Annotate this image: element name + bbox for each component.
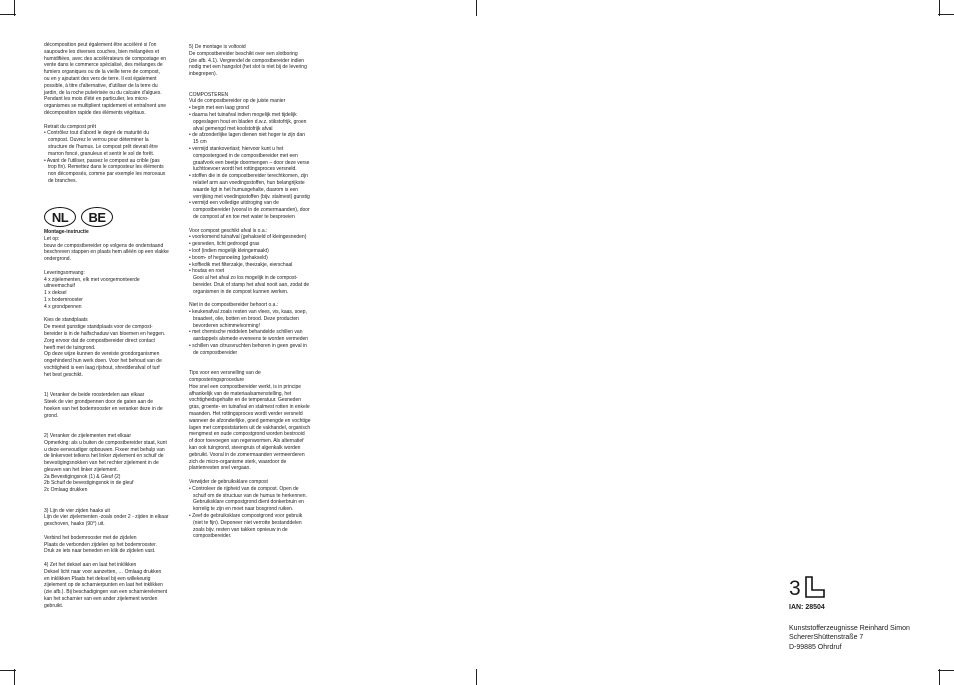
heading-let-op: Let op:: [44, 235, 60, 242]
column-dutch-assembly: [44, 229, 184, 616]
suitable-bullet: • koffiedik met filterzakje, theezakje, eierschaal: [189, 261, 293, 268]
heading-leveringsomvang: Leveringsomvang:: [44, 269, 85, 276]
compost-bullet: • vermijd stankoverlast; hiervoor kunt u het compostergoed in de compostbereider met een graafvork een beetje doormengen – door deze verse luchttoevoer wordt het rottingsproces versneld.: [189, 145, 310, 173]
crop-mark: [0, 14, 16, 15]
remove-bullet: • Controleer de rijpheid van de compost. Open de schuif om de structuur van de humus te herkennen. Gebruiksklare compostgrond dient donkerbruin en korrelig te zijn en moet naar bosgrond ruiken.: [189, 485, 307, 513]
crop-mark: [938, 14, 954, 15]
language-badge-be: BE: [81, 207, 113, 227]
suitable-bullet: • boom- of hegsnoeiing (gehakseld): [189, 254, 268, 261]
heading-geschikt-afval: Voor compost geschikt afval is o.a.:: [189, 227, 268, 234]
compost-bullet: • daarna het tuinafval indien mogelijk met tijdelijk opgeslagen hout en bladen d.w.z. stikstofrijk, groen afval gemengd met koolstofrijk afval: [189, 111, 307, 132]
heading-composteren: COMPOSTEREN: [189, 91, 229, 98]
heading-verwijder-compost: Verwijder de gebruiksklare compost: [189, 479, 268, 485]
suitable-bullet: • gesneden, licht gedroogd gras: [189, 241, 260, 248]
paragraph-fr-decomposition: décomposition peut également être accéléré si l'on saupoudre les diverses couches, bien mélangées et humidifiées, avec des accélérateurs de compostage en vente dans le commerce spécialisé, des mélanges de fumiers organiques ou de la vieille terre de compost, ou en y ajoutant des vers de terre. Il est également possible, à titre d'alternative, d'utiliser de la terre du jardin, de la roche pulvérisée ou du calcaire d'algues. Pendant les mois d'été en particulier, les micro- organismes se multiplient rapidement et entraînent une décomposition rapide des éléments végétaux.: [44, 42, 167, 116]
manufacturer-address: Kunststofferzeugnisse Reinhard Simon SchererShüttenstraße 7 D-99885 Ohrdruf: [789, 625, 910, 651]
column-dutch-composting: [189, 44, 329, 540]
heading-niet-geschikt: Niet in de compostbereider behoort o.a.:: [189, 302, 279, 309]
bullet-fr-2: • Avant de l'utiliser, passez le compost au crible (pas trop fin). Remettez dans le composteur les éléments non décomposés, comme par exemple les morceaux de branches.: [44, 157, 166, 184]
heading-fr-retrait: Retrait du compost prêt: [44, 123, 96, 130]
language-badge-nl: NL: [44, 207, 76, 227]
language-badges: [44, 207, 113, 227]
remove-bullet: • Zeef de gebruiksklare compostgrond voor gebruik (niet te fijn). Deponeer niet verrotte bestanddelen zoals bijv. resten van takken opnieuw in de compostbereider.: [189, 512, 303, 540]
crop-mark: [476, 0, 477, 16]
page-number: 3: [789, 577, 801, 600]
suitable-bullet: • loof (indien mogelijk kleingemaakt): [189, 247, 269, 254]
compost-intro: Vul de compostbereider op de juiste manier: [189, 98, 286, 105]
lidl-l-logo-icon: [804, 576, 826, 598]
crop-mark: [938, 670, 954, 671]
compost-bullet: • vermijd een volledige uitdroging van de compostbereider (vooral in de zomermaanden), door de compost af en toe met water te besproeien: [189, 200, 310, 220]
compost-bullet: • begin met een laag grond: [189, 105, 249, 112]
suitable-bullet: • houtas en roet Gooi al het afval zo los mogelijk in de compost- bereider. Druk of stamp het afval nooit aan, zodat de organismen in de compost kunnen werken.: [189, 268, 310, 295]
crop-mark: [476, 669, 477, 685]
compost-bullet: • stoffen die in de compostbereider terechtkomen, zijn relatief arm aan voedingsstoffen, hun belangrijkste waarde ligt in het humusgehalte, daarom is een verrijking met voedingsstoffen (bijv. stalmest) gunstig: [189, 173, 310, 200]
not-suitable-bullet: • keukenafval zoals resten van vlees, vis, kaas, soep, braadvet, olie, botten en brood. Deze producten bevorderen schimmelvorming!: [189, 309, 307, 329]
compost-bullet: • de afzonderlijke lagen dienen niet hoger te zijn dan 15 cm: [189, 132, 305, 146]
paragraph-standplaats: De meest gunstige standplaats voor de compost- bereider is in de halfschaduw van bloemen en heggen. Zorg ervoor dat de compostbereider direct contact heeft met de tuingrond. Op deze wijze kunnen de vereiste grondorganismen ongehinderd hun werk doen. Voor het behoud van de vochtigheid is een laag rijshout, shredderafval of turf het best geschikt.: [44, 324, 166, 378]
suitable-bullet: • voorkomend tuinafval (gehakseld of kleingesneden): [189, 234, 307, 241]
column-french: [44, 42, 184, 185]
step-5: 5) De montage is voltooid De compostbereider beschikt over een slotboring (zie afb. 4.1). Vergrendel de compostbereider indien nodig met een hangslot (het slot is niet bij de levering inbegrepen).: [189, 44, 307, 78]
not-suitable-bullet: • met chemische middelen behandelde schillen van aardappels alsmede eveneens te worden vermeden: [189, 329, 309, 343]
ian-number: IAN: 28504: [789, 604, 825, 611]
step-3b: Verbind het bodemrooster met de zijdelen Plaats de verbonden zijdelen op het bodemrooster. Druk ze iets naar beneden en klik de zijdelen vast.: [44, 534, 157, 555]
step-1: 1) Veranker de beide roosterdelen aan elkaar Steek de vier grondpennen door de gaten aan de hoeken van het bodemrooster en veranker deze in de grond.: [44, 392, 163, 419]
crop-mark: [939, 669, 940, 685]
step-2: 2) Veranker de zijelementen met elkaar Opmerking: als u buiten de compostbereider staat, kunt u deze eenvoudiger opbouwen. Fixeer met behulp van de linkervoet telkens het linker zijelement en schuif de bevestigingsnokken van het rechter zijelement in de gleuven van het linker zijelement. 2a Bevestigingsnok (1) & Gleuf (2) 2b Schuif de bevestigingsnok in de gleuf 2c Omlaag drukken: [44, 432, 167, 494]
crop-mark: [14, 669, 15, 685]
not-suitable-bullet: • schillen van citrusvruchten behoren in geen geval in de compostbereider: [189, 343, 307, 356]
bullet-fr-1: • Contrôlez tout d'abord le degré de maturité du compost. Ouvrez le verrou pour déterminer la structure de l'humus. Le compost prêt devrait être marron foncé, granuleux et sentir le sol de forêt.: [44, 130, 158, 157]
step-4: 4) Zet het deksel aan en laat het inklikken Deksel licht naar voor aanzetten, … Omlaag drukken en inklikken Plaats het deksel bij een willekeurig zijelement op de scharnierpunten en laat het inklikken (zie afb.). Bij beschadigingen van een scharnierelement kan het scharnier van een ander zijelement worden gebruikt.: [44, 562, 168, 609]
paragraph-let-op: bouw de compostbereider op volgens de onderstaand beschreven stappen en plaats hem alléén op een vlakke ondergrond.: [44, 242, 169, 263]
paragraph-leveringsomvang: 4 x zijelementen, elk met voorgemonteerde uitneemschuif 1 x deksel 1 x bodemrooster 4 x grondpennen: [44, 276, 140, 310]
crop-mark: [0, 670, 16, 671]
assembly-title: Montage-instructie: [44, 229, 89, 235]
step-3: 3) Lijn de vier zijden haaks uit Lijn de vier zijelementen -zoals onder 2 - zijden in elkaar geschoven, haaks (90°) uit.: [44, 507, 169, 528]
paragraph-tips: Tips voor een versnelling van de composteringsprocedure Hoe snel een compostbereider werkt, is in principe afhankelijk van de materiaalsamenstelling, het vochtigheidsgehalte en de temperatuur. Gesneden gras, groente- en tuinafval en stalmest rotten in enkele maanden. Het rottingsproces wordt verder versneld wanneer de afzonderlijke, goed gemengde en vochtige lagen met compoststarters uit de vakhandel, organisch mengmest en oude compostgrond worden bestrooid of door toevoegen van regenwormen. Als alternatief kan ook tuingrond, steengruis of algenkalk worden gebruikt. Vooral in de zomermaanden vermeerderen zich de micro-organisme sterk, waardoor de plantenresten snel vergaan.: [189, 370, 311, 472]
heading-standplaats: Kies de standplaats: [44, 317, 88, 324]
